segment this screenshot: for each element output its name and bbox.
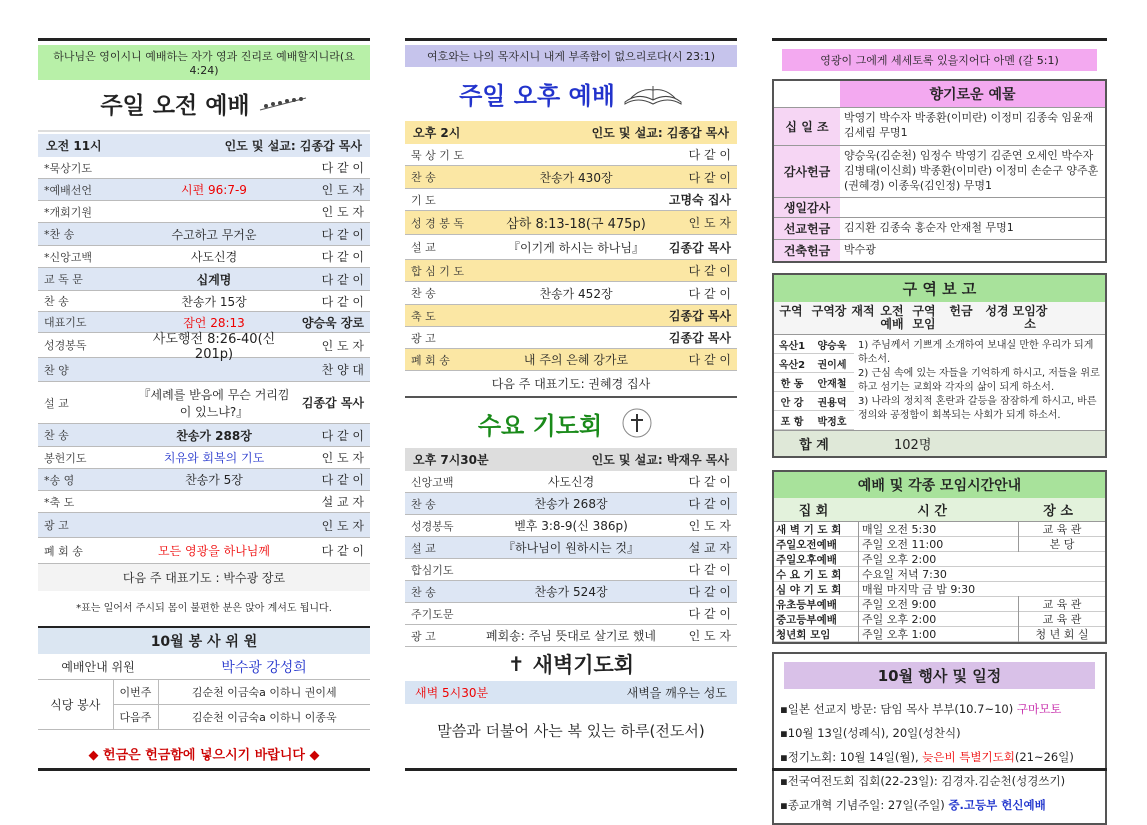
row-leader: 다 같 이 — [321, 294, 364, 309]
times-time: 주일 오후 2:00 — [858, 611, 1018, 627]
this-week-names: 김순천 이금숙a 이하니 권이세 — [191, 686, 337, 699]
worship-row — [405, 166, 737, 189]
wed-title: 수요 기도회 — [477, 411, 603, 440]
events-box — [772, 652, 1107, 825]
row-leader: 김종갑 목사 — [668, 309, 731, 323]
district-prayer: 2) 근심 속에 있는 자들을 기억하게 하시고, 저들을 위로하고 섬기는 교회와 각자의 삶이 되게 하소서. — [858, 368, 1100, 393]
preacher: 인도 및 설교: 김종갑 목사 — [224, 139, 362, 153]
times-col-header: 집 회 — [798, 504, 829, 519]
district-row — [774, 392, 854, 411]
row-item: 모든 영광을 하나님께 — [158, 544, 270, 558]
row-item: 시편 96:7-9 — [181, 183, 247, 197]
row-item: 사도신경 — [547, 475, 595, 489]
dawn-title: 새벽기도회 — [532, 653, 635, 677]
usher-names: 박수광 강성희 — [221, 659, 307, 676]
event-suffix: (21~26일) — [1014, 750, 1074, 764]
standing-note: *표는 일어서 주시되 몸이 불편한 분은 앉아 계셔도 됩니다. — [76, 603, 332, 614]
offering-row — [774, 239, 1105, 261]
district-prayers — [854, 335, 1105, 430]
times-place: 청 년 회 실 — [1018, 626, 1105, 642]
offering-label: 감사헌금 — [774, 146, 840, 197]
wed-row — [405, 581, 737, 603]
worship-row — [405, 189, 737, 211]
row-label: *송 영 — [44, 473, 75, 487]
row-leader: 고명숙 집사 — [668, 193, 731, 207]
row-label: *예배선언 — [44, 183, 93, 197]
row-leader: 설 교 자 — [321, 495, 364, 509]
district-leader: 권이세 — [817, 359, 847, 371]
worship-row — [38, 491, 370, 513]
row-label: 광 고 — [411, 629, 436, 643]
wed-title-row — [405, 398, 737, 448]
wed-row — [405, 603, 737, 625]
row-leader: 다 같 이 — [321, 161, 364, 175]
district-row — [774, 411, 854, 430]
times-time: 주일 오후 1:00 — [858, 626, 1018, 642]
district-col-header: 재적 — [851, 304, 875, 318]
wed-row — [405, 515, 737, 537]
service-time: 오후 2시 — [413, 126, 461, 140]
row-label: 기 도 — [411, 193, 436, 207]
times-time: 매일 오전 5:30 — [858, 521, 1018, 537]
wed-preacher: 인도 및 설교: 박재우 목사 — [591, 453, 729, 467]
row-item: 사도신경 — [190, 250, 238, 264]
worship-row — [38, 268, 370, 291]
event-text: ▪정기노회: 10월 14일(월), — [780, 750, 923, 764]
times-name: 주일오후예배 — [776, 553, 837, 566]
row-leader: 다 같 이 — [688, 353, 731, 367]
verse-banner: 하나님은 영이시니 예배하는 자가 영과 진리로 예배할지니라(요4:24) — [38, 45, 370, 80]
worship-row — [405, 260, 737, 282]
times-title: 예배 및 각종 모임시간안내 — [774, 472, 1105, 498]
row-leader: 양승욱 장로 — [301, 315, 364, 330]
total-value: 102명 — [894, 438, 932, 453]
worship-row — [405, 349, 737, 371]
row-leader: 다 같 이 — [688, 563, 731, 577]
event-item — [780, 721, 1099, 745]
times-row — [774, 612, 1105, 627]
worship-row — [38, 201, 370, 223]
event-text: ▪10월 13일(성례식), 20일(성찬식) — [780, 726, 961, 740]
row-label: 합심기도 — [411, 563, 454, 577]
times-name: 수 요 기 도 회 — [776, 568, 842, 581]
offering-row — [774, 197, 1105, 217]
morning-service-column — [38, 38, 370, 777]
times-place: 교 육 관 — [1018, 596, 1105, 612]
times-time: 매월 마지막 금 밤 9:30 — [858, 581, 1018, 597]
district-col-header: 성경 — [985, 304, 1009, 318]
row-label: 찬 송 — [411, 171, 436, 184]
service-header — [38, 134, 370, 157]
this-week-label: 이번주 — [113, 680, 158, 705]
times-time: 주일 오전 9:00 — [858, 596, 1018, 612]
row-leader: 다 같 이 — [688, 148, 731, 162]
worship-row — [38, 382, 370, 424]
times-name: 유초등부예배 — [776, 598, 837, 611]
row-label: 교 독 문 — [44, 273, 83, 286]
offering-row — [774, 145, 1105, 197]
district-col-header: 구역모임 — [912, 304, 936, 331]
cross-icon: ✝ — [507, 652, 525, 676]
district-title: 구 역 보 고 — [774, 275, 1105, 302]
row-label: 설 교 — [44, 396, 69, 410]
row-item: 삼하 8:13-18(구 475p) — [506, 217, 646, 232]
verse-banner: 여호와는 나의 목자시니 내게 부족함이 없으리로다(시 23:1) — [405, 45, 737, 67]
service-time: 오전 11시 — [46, 139, 102, 153]
row-leader: 다 같 이 — [688, 585, 731, 599]
usher-label: 예배안내 위원 — [61, 660, 135, 674]
row-leader: 다 같 이 — [321, 272, 364, 287]
row-label: 찬 송 — [411, 497, 436, 511]
event-item — [780, 697, 1099, 721]
event-item — [780, 793, 1099, 817]
row-leader: 김종갑 목사 — [668, 331, 731, 345]
row-leader: 김종갑 목사 — [301, 396, 364, 410]
district-col-header: 구역 — [779, 304, 803, 318]
offering-label: 선교헌금 — [774, 218, 840, 239]
next-week-names: 김순천 이금숙a 이하니 이종욱 — [191, 711, 337, 724]
dawn-time: 새벽 5시30분 — [415, 686, 489, 700]
times-name: 주일오전예배 — [776, 538, 837, 551]
district-list — [774, 335, 854, 430]
row-leader: 다 같 이 — [321, 250, 364, 264]
offering-title: 향기로운 예물 — [840, 81, 1105, 107]
row-leader: 다 같 이 — [688, 170, 731, 185]
row-label: 설 교 — [411, 541, 436, 555]
row-label: 축 도 — [411, 309, 436, 323]
wed-order — [405, 471, 737, 647]
worship-row — [38, 291, 370, 312]
worship-row — [38, 513, 370, 538]
row-leader: 다 같 이 — [321, 227, 364, 242]
row-leader: 다 같 이 — [321, 473, 364, 487]
bible-icon — [623, 80, 683, 106]
times-place: 교 육 관 — [1018, 611, 1105, 627]
wed-time: 오후 7시30분 — [413, 453, 489, 467]
times-col-header: 시 간 — [917, 504, 947, 519]
title-row — [38, 82, 370, 124]
row-leader: 김종갑 목사 — [668, 240, 731, 255]
row-leader: 인 도 자 — [321, 183, 364, 197]
district-row — [774, 373, 854, 392]
row-label: *축 도 — [44, 495, 75, 509]
row-item: 찬송가 430장 — [539, 170, 613, 185]
events-title: 10월 행사 및 일정 — [784, 662, 1095, 689]
worship-row — [38, 447, 370, 469]
afternoon-service-column — [405, 38, 737, 757]
row-label: 찬 송 — [411, 585, 436, 599]
event-text: ▪일본 선교지 방문: 담임 목사 부부(10.7~10) — [780, 702, 1017, 716]
praying-hands-icon — [610, 406, 664, 440]
row-leader: 인 도 자 — [688, 519, 731, 533]
district-header — [774, 302, 1105, 335]
row-item: 폐회송: 주님 뜻대로 살기로 했네 — [486, 629, 656, 643]
row-label: 성 경 봉 독 — [411, 216, 464, 230]
offering-names: 박영기 박수자 박종환(이미란) 이정미 김종숙 임윤재 김세림 무명1 — [844, 111, 1094, 139]
times-row — [774, 582, 1105, 597]
times-row — [774, 552, 1105, 567]
worship-row — [38, 246, 370, 268]
worship-row — [38, 157, 370, 179]
district-col-header: 헌금 — [949, 304, 973, 318]
row-leader: 다 같 이 — [688, 475, 731, 489]
event-text: ▪종교개혁 기념주일: 27일(주일) — [780, 798, 949, 812]
preacher: 인도 및 설교: 김종갑 목사 — [591, 126, 729, 140]
row-label: 찬 송 — [44, 295, 69, 308]
row-label: 봉헌기도 — [44, 451, 87, 465]
district-prayer: 1) 주님께서 기쁘게 소개하여 보내실 만한 우리가 되게 하소서. — [858, 340, 1094, 365]
offerings-box — [772, 79, 1107, 263]
times-header — [774, 498, 1105, 522]
row-label: *찬 송 — [44, 228, 75, 241]
times-row — [774, 537, 1105, 552]
district-row — [774, 354, 854, 373]
row-item: 찬송가 15장 — [181, 294, 247, 309]
district-name: 안 강 — [780, 397, 804, 409]
district-row — [774, 335, 854, 354]
times-name: 중고등부예배 — [776, 613, 837, 626]
worship-row — [38, 469, 370, 491]
worship-row — [405, 144, 737, 166]
worship-row — [405, 211, 737, 235]
choir-icon — [258, 92, 308, 114]
worship-row — [38, 424, 370, 447]
row-item: 찬송가 288장 — [176, 428, 252, 443]
district-name: 한 동 — [780, 378, 804, 390]
kitchen-label: 식당 봉사 — [50, 698, 101, 712]
worship-row — [405, 305, 737, 327]
wed-row — [405, 537, 737, 559]
wed-row — [405, 471, 737, 493]
row-item: 『이기게 하시는 하나님』 — [508, 240, 644, 255]
row-item: 찬송가 452장 — [539, 286, 613, 301]
row-item: 수고하고 무거운 — [171, 227, 257, 242]
row-leader: 다 같 이 — [688, 607, 731, 621]
worship-row — [405, 327, 737, 349]
row-label: 합 심 기 도 — [411, 264, 464, 278]
event-item — [780, 745, 1099, 769]
times-col-header: 장 소 — [1043, 504, 1073, 519]
row-item: 『하나님이 원하시는 것』 — [503, 541, 639, 555]
worship-row — [38, 223, 370, 246]
row-label: 주기도문 — [411, 607, 454, 621]
row-label: 찬 송 — [411, 287, 436, 300]
row-item: 벧후 3:8-9(신 386p) — [514, 519, 628, 533]
district-total — [774, 431, 1105, 456]
row-label: 신앙고백 — [411, 475, 454, 489]
row-label: 설 교 — [411, 241, 436, 254]
offering-names: 양승욱(김순천) 임정수 박영기 김준연 오세인 박수자 김병태(이신희) 박종환(이미란) 이정미 손순구 양주훈(권혜경) 이종욱(김인정) 무명1 — [844, 149, 1099, 192]
serve-title: 10월 봉 사 위 원 — [38, 628, 370, 654]
serve-table — [38, 654, 370, 680]
bottom-rule — [772, 768, 1107, 771]
event-text: ▪전국여전도회 집회(22-23일): 김경자.김순천(성경쓰기) — [780, 774, 1066, 788]
times-row — [774, 597, 1105, 612]
row-label: 광 고 — [44, 519, 69, 532]
district-box — [772, 273, 1107, 458]
offering-names: 김지환 김종숙 홍순자 안재철 무명1 — [844, 221, 1014, 234]
events-list — [774, 697, 1105, 823]
offering-label: 생일감사 — [774, 198, 840, 217]
row-label: 광 고 — [411, 331, 436, 345]
district-prayer: 3) 나라의 정치적 혼란과 갈등을 잠잠하게 하시고, 바른 정의와 공정함이 회복되는 사회가 되게 하소서. — [858, 396, 1097, 421]
next-prayer: 다음 주 대표기도 : 박수광 장로 — [38, 564, 370, 591]
offering-label: 건축헌금 — [774, 240, 840, 261]
next-week-label: 다음주 — [113, 705, 158, 730]
row-label: *묵상기도 — [44, 161, 93, 175]
service-header — [405, 121, 737, 144]
worship-row — [38, 538, 370, 564]
next-prayer: 다음 주 대표기도: 권혜경 집사 — [405, 371, 737, 398]
offerings-list — [774, 107, 1105, 261]
worship-row — [38, 179, 370, 201]
bottom-rule — [38, 768, 370, 771]
row-item: 찬송가 5장 — [185, 473, 243, 487]
row-label: 찬 양 — [44, 363, 69, 377]
district-col-header: 구역장 — [811, 304, 847, 318]
row-leader: 다 같 이 — [321, 544, 364, 558]
times-time: 수요일 저녁 7:30 — [858, 566, 1018, 582]
times-row — [774, 567, 1105, 582]
row-leader: 다 같 이 — [688, 497, 731, 511]
dawn-subtitle: 새벽을 깨우는 성도 — [626, 686, 727, 700]
row-item: 치유와 회복의 기도 — [163, 451, 265, 465]
district-name: 포 항 — [780, 416, 804, 428]
district-col-header: 오전예배 — [880, 304, 904, 331]
times-place: 교 육 관 — [1018, 521, 1105, 537]
row-label: 대표기도 — [44, 316, 87, 329]
page-title: 주일 오후 예배 — [459, 81, 615, 110]
times-name: 청년회 모임 — [776, 628, 831, 641]
row-label: 찬 송 — [44, 429, 69, 442]
district-leader: 권용덕 — [817, 397, 847, 409]
title-row — [405, 71, 737, 115]
times-time: 주일 오후 2:00 — [858, 551, 1018, 567]
announcements-column — [772, 38, 1107, 825]
top-rule — [38, 38, 370, 41]
offering-names: 박수광 — [844, 243, 876, 256]
times-row — [774, 522, 1105, 537]
row-leader: 찬 양 대 — [321, 363, 364, 377]
row-label: *신앙고백 — [44, 250, 93, 264]
row-item: 찬송가 268장 — [534, 497, 608, 511]
row-label: 폐 회 송 — [44, 544, 83, 558]
order-of-worship — [38, 157, 370, 564]
offering-note: ◆ 헌금은 헌금함에 넣으시기 바랍니다 ◆ — [88, 748, 320, 763]
times-place: 본 당 — [1018, 536, 1105, 552]
dawn-motto: 말씀과 더불어 사는 복 있는 하루(전도서) — [437, 722, 705, 740]
district-col-header: 모임장소 — [1012, 304, 1048, 331]
row-item: 잠언 28:13 — [183, 315, 245, 330]
row-item: 사도행전 8:26-40(신 201p) — [152, 332, 276, 362]
row-label: 폐 회 송 — [411, 353, 450, 367]
page-title: 주일 오전 예배 — [100, 92, 250, 119]
district-name: 옥산1 — [778, 340, 806, 352]
bottom-rule — [405, 768, 737, 771]
row-leader: 인 도 자 — [688, 216, 731, 230]
row-item: 십계명 — [196, 272, 232, 287]
row-leader: 인 도 자 — [321, 205, 364, 219]
times-box — [772, 470, 1107, 644]
district-name: 옥산2 — [778, 359, 806, 371]
event-highlight: 구마모토 — [1016, 702, 1062, 716]
row-label: 성경봉독 — [411, 519, 454, 533]
row-item: 내 주의 은혜 강가로 — [523, 353, 629, 367]
worship-row — [405, 282, 737, 305]
worship-row — [405, 235, 737, 260]
row-item: 찬송가 524장 — [534, 585, 608, 599]
row-leader: 인 도 자 — [321, 451, 364, 465]
row-label: 성경봉독 — [44, 339, 87, 352]
dawn-title-row — [405, 647, 737, 681]
times-name: 심 야 기 도 회 — [776, 583, 842, 596]
times-time: 주일 오전 11:00 — [858, 536, 1018, 552]
wed-row — [405, 493, 737, 515]
wed-row — [405, 559, 737, 581]
offering-row — [774, 217, 1105, 239]
row-label: *개회기원 — [44, 205, 93, 219]
order-of-worship — [405, 144, 737, 371]
offering-label: 십 일 조 — [774, 108, 840, 145]
district-leader: 박정호 — [817, 416, 847, 428]
row-leader: 인 도 자 — [688, 629, 731, 643]
worship-row — [38, 332, 370, 362]
dawn-header — [405, 681, 737, 704]
event-item — [780, 769, 1099, 793]
top-rule — [772, 38, 1107, 41]
row-leader: 인 도 자 — [321, 338, 364, 353]
district-leader: 양승욱 — [817, 340, 847, 352]
times-name: 새 벽 기 도 회 — [776, 523, 842, 536]
event-highlight: 중.고등부 헌신예배 — [948, 798, 1046, 812]
row-leader: 설 교 자 — [688, 541, 731, 555]
row-leader: 인 도 자 — [321, 518, 364, 533]
row-leader: 다 같 이 — [321, 428, 364, 443]
total-label: 합 계 — [799, 438, 829, 453]
times-list — [774, 522, 1105, 642]
wed-header — [405, 448, 737, 471]
district-leader: 안재철 — [817, 378, 847, 390]
row-leader: 다 같 이 — [688, 286, 731, 301]
times-row — [774, 627, 1105, 642]
top-rule — [405, 38, 737, 41]
row-label: 묵 상 기 도 — [411, 148, 464, 162]
row-item: 『세례를 받음에 무슨 거리낌이 있느냐?』 — [138, 387, 290, 419]
offering-row — [774, 107, 1105, 145]
event-highlight: 늦은비 특별기도회 — [922, 750, 1015, 764]
verse-banner: 영광이 그에게 세세토록 있을지어다 아멘 (갈 5:1) — [782, 49, 1097, 71]
wed-row — [405, 625, 737, 647]
row-leader: 다 같 이 — [688, 264, 731, 278]
offering-names — [840, 198, 1105, 217]
